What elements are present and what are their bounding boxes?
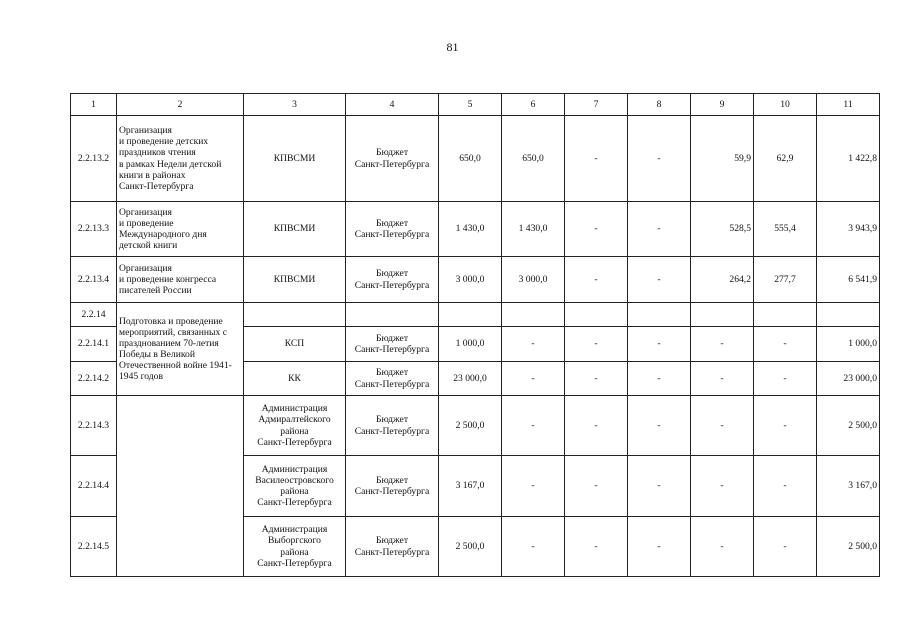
amount-cell: - [565,362,628,396]
amount-cell: - [628,517,691,577]
amount-cell: 1 430,0 [439,202,502,257]
amount-cell: - [502,456,565,517]
header-cell: 3 [244,94,346,116]
amount-cell: 2 500,0 [817,517,880,577]
funding-source: Бюджет Санкт-Петербурга [346,116,439,202]
header-cell: 1 [71,94,117,116]
amount-cell: 62,9 [754,116,817,202]
amount-cell: 2 500,0 [817,396,880,456]
table-row [71,116,880,202]
amount-cell: 3 000,0 [439,257,502,303]
amount-cell: - [565,517,628,577]
header-cell: 10 [754,94,817,116]
amount-cell: - [628,362,691,396]
amount-cell: - [502,362,565,396]
amount-cell: - [691,456,754,517]
executor: КПВСМИ [244,202,346,257]
amount-cell: 3 167,0 [817,456,880,517]
activity-name: Подготовка и проведение мероприятий, связанных с празднованием 70-летия Победы в Великой Отечественной войне 1941-1945 годов [117,303,244,396]
table-body [71,94,880,577]
row-code: 2.2.13.3 [71,202,117,257]
empty-cell [628,303,691,327]
table-row [71,396,880,456]
amount-cell: 3 943,9 [817,202,880,257]
empty-cell [502,303,565,327]
amount-cell: - [628,396,691,456]
empty-cell [117,396,244,577]
header-cell: 2 [117,94,244,116]
empty-cell [244,303,346,327]
amount-cell: - [502,396,565,456]
row-code: 2.2.14.1 [71,327,117,362]
amount-cell: 6 541,9 [817,257,880,303]
amount-cell: 23 000,0 [817,362,880,396]
empty-cell [439,303,502,327]
amount-cell: - [691,517,754,577]
amount-cell: - [565,396,628,456]
executor: Администрация Адмиралтейского района Санкт-Петербурга [244,396,346,456]
amount-cell: 650,0 [502,116,565,202]
empty-cell [565,303,628,327]
amount-cell: - [565,202,628,257]
table-row [71,257,880,303]
amount-cell: 1 000,0 [439,327,502,362]
funding-source: Бюджет Санкт-Петербурга [346,456,439,517]
row-code: 2.2.14.3 [71,396,117,456]
amount-cell: 650,0 [439,116,502,202]
amount-cell: 59,9 [691,116,754,202]
amount-cell: - [565,116,628,202]
amount-cell: - [565,257,628,303]
amount-cell: 3 167,0 [439,456,502,517]
amount-cell: - [502,517,565,577]
table-row [71,303,880,327]
amount-cell: - [754,456,817,517]
executor: Администрация Василеостровского района Санкт-Петербурга [244,456,346,517]
header-cell: 9 [691,94,754,116]
header-cell: 6 [502,94,565,116]
amount-cell: 264,2 [691,257,754,303]
header-cell: 11 [817,94,880,116]
amount-cell: - [502,327,565,362]
amount-cell: 528,5 [691,202,754,257]
amount-cell: 23 000,0 [439,362,502,396]
activity-name: Организация и проведение Международного дня детской книги [117,202,244,257]
activity-name: Организация и проведение детских праздников чтения в рамках Недели детской книги в районах Санкт-Петербурга [117,116,244,202]
amount-cell: - [754,362,817,396]
header-cell: 7 [565,94,628,116]
executor: Администрация Выборгского района Санкт-Петербурга [244,517,346,577]
amount-cell: - [565,456,628,517]
empty-cell [754,303,817,327]
row-code: 2.2.14.5 [71,517,117,577]
amount-cell: - [691,396,754,456]
amount-cell: 2 500,0 [439,517,502,577]
amount-cell: 1 000,0 [817,327,880,362]
amount-cell: - [628,116,691,202]
amount-cell: - [628,257,691,303]
funding-source: Бюджет Санкт-Петербурга [346,327,439,362]
amount-cell: - [628,327,691,362]
amount-cell: 3 000,0 [502,257,565,303]
amount-cell: - [691,362,754,396]
executor: КПВСМИ [244,257,346,303]
funding-source: Бюджет Санкт-Петербурга [346,202,439,257]
row-code: 2.2.14 [71,303,117,327]
header-cell: 4 [346,94,439,116]
executor: КПВСМИ [244,116,346,202]
empty-cell [346,303,439,327]
funding-source: Бюджет Санкт-Петербурга [346,396,439,456]
table-row [71,202,880,257]
amount-cell: 2 500,0 [439,396,502,456]
amount-cell: 277,7 [754,257,817,303]
amount-cell: 555,4 [754,202,817,257]
header-cell: 8 [628,94,691,116]
funding-source: Бюджет Санкт-Петербурга [346,362,439,396]
amount-cell: - [754,517,817,577]
funding-source: Бюджет Санкт-Петербурга [346,257,439,303]
empty-cell [817,303,880,327]
amount-cell: 1 430,0 [502,202,565,257]
funding-source: Бюджет Санкт-Петербурга [346,517,439,577]
header-cell: 5 [439,94,502,116]
activity-name: Организация и проведение конгресса писателей России [117,257,244,303]
executor: КК [244,362,346,396]
amount-cell: - [754,327,817,362]
row-code: 2.2.13.4 [71,257,117,303]
page-number: 81 [446,40,459,54]
amount-cell: - [691,327,754,362]
empty-cell [691,303,754,327]
row-code: 2.2.14.4 [71,456,117,517]
executor: КСП [244,327,346,362]
amount-cell: - [628,202,691,257]
amount-cell: - [565,327,628,362]
row-code: 2.2.14.2 [71,362,117,396]
budget-table [70,93,880,577]
amount-cell: - [628,456,691,517]
amount-cell: 1 422,8 [817,116,880,202]
header-row [71,94,880,116]
row-code: 2.2.13.2 [71,116,117,202]
amount-cell: - [754,396,817,456]
